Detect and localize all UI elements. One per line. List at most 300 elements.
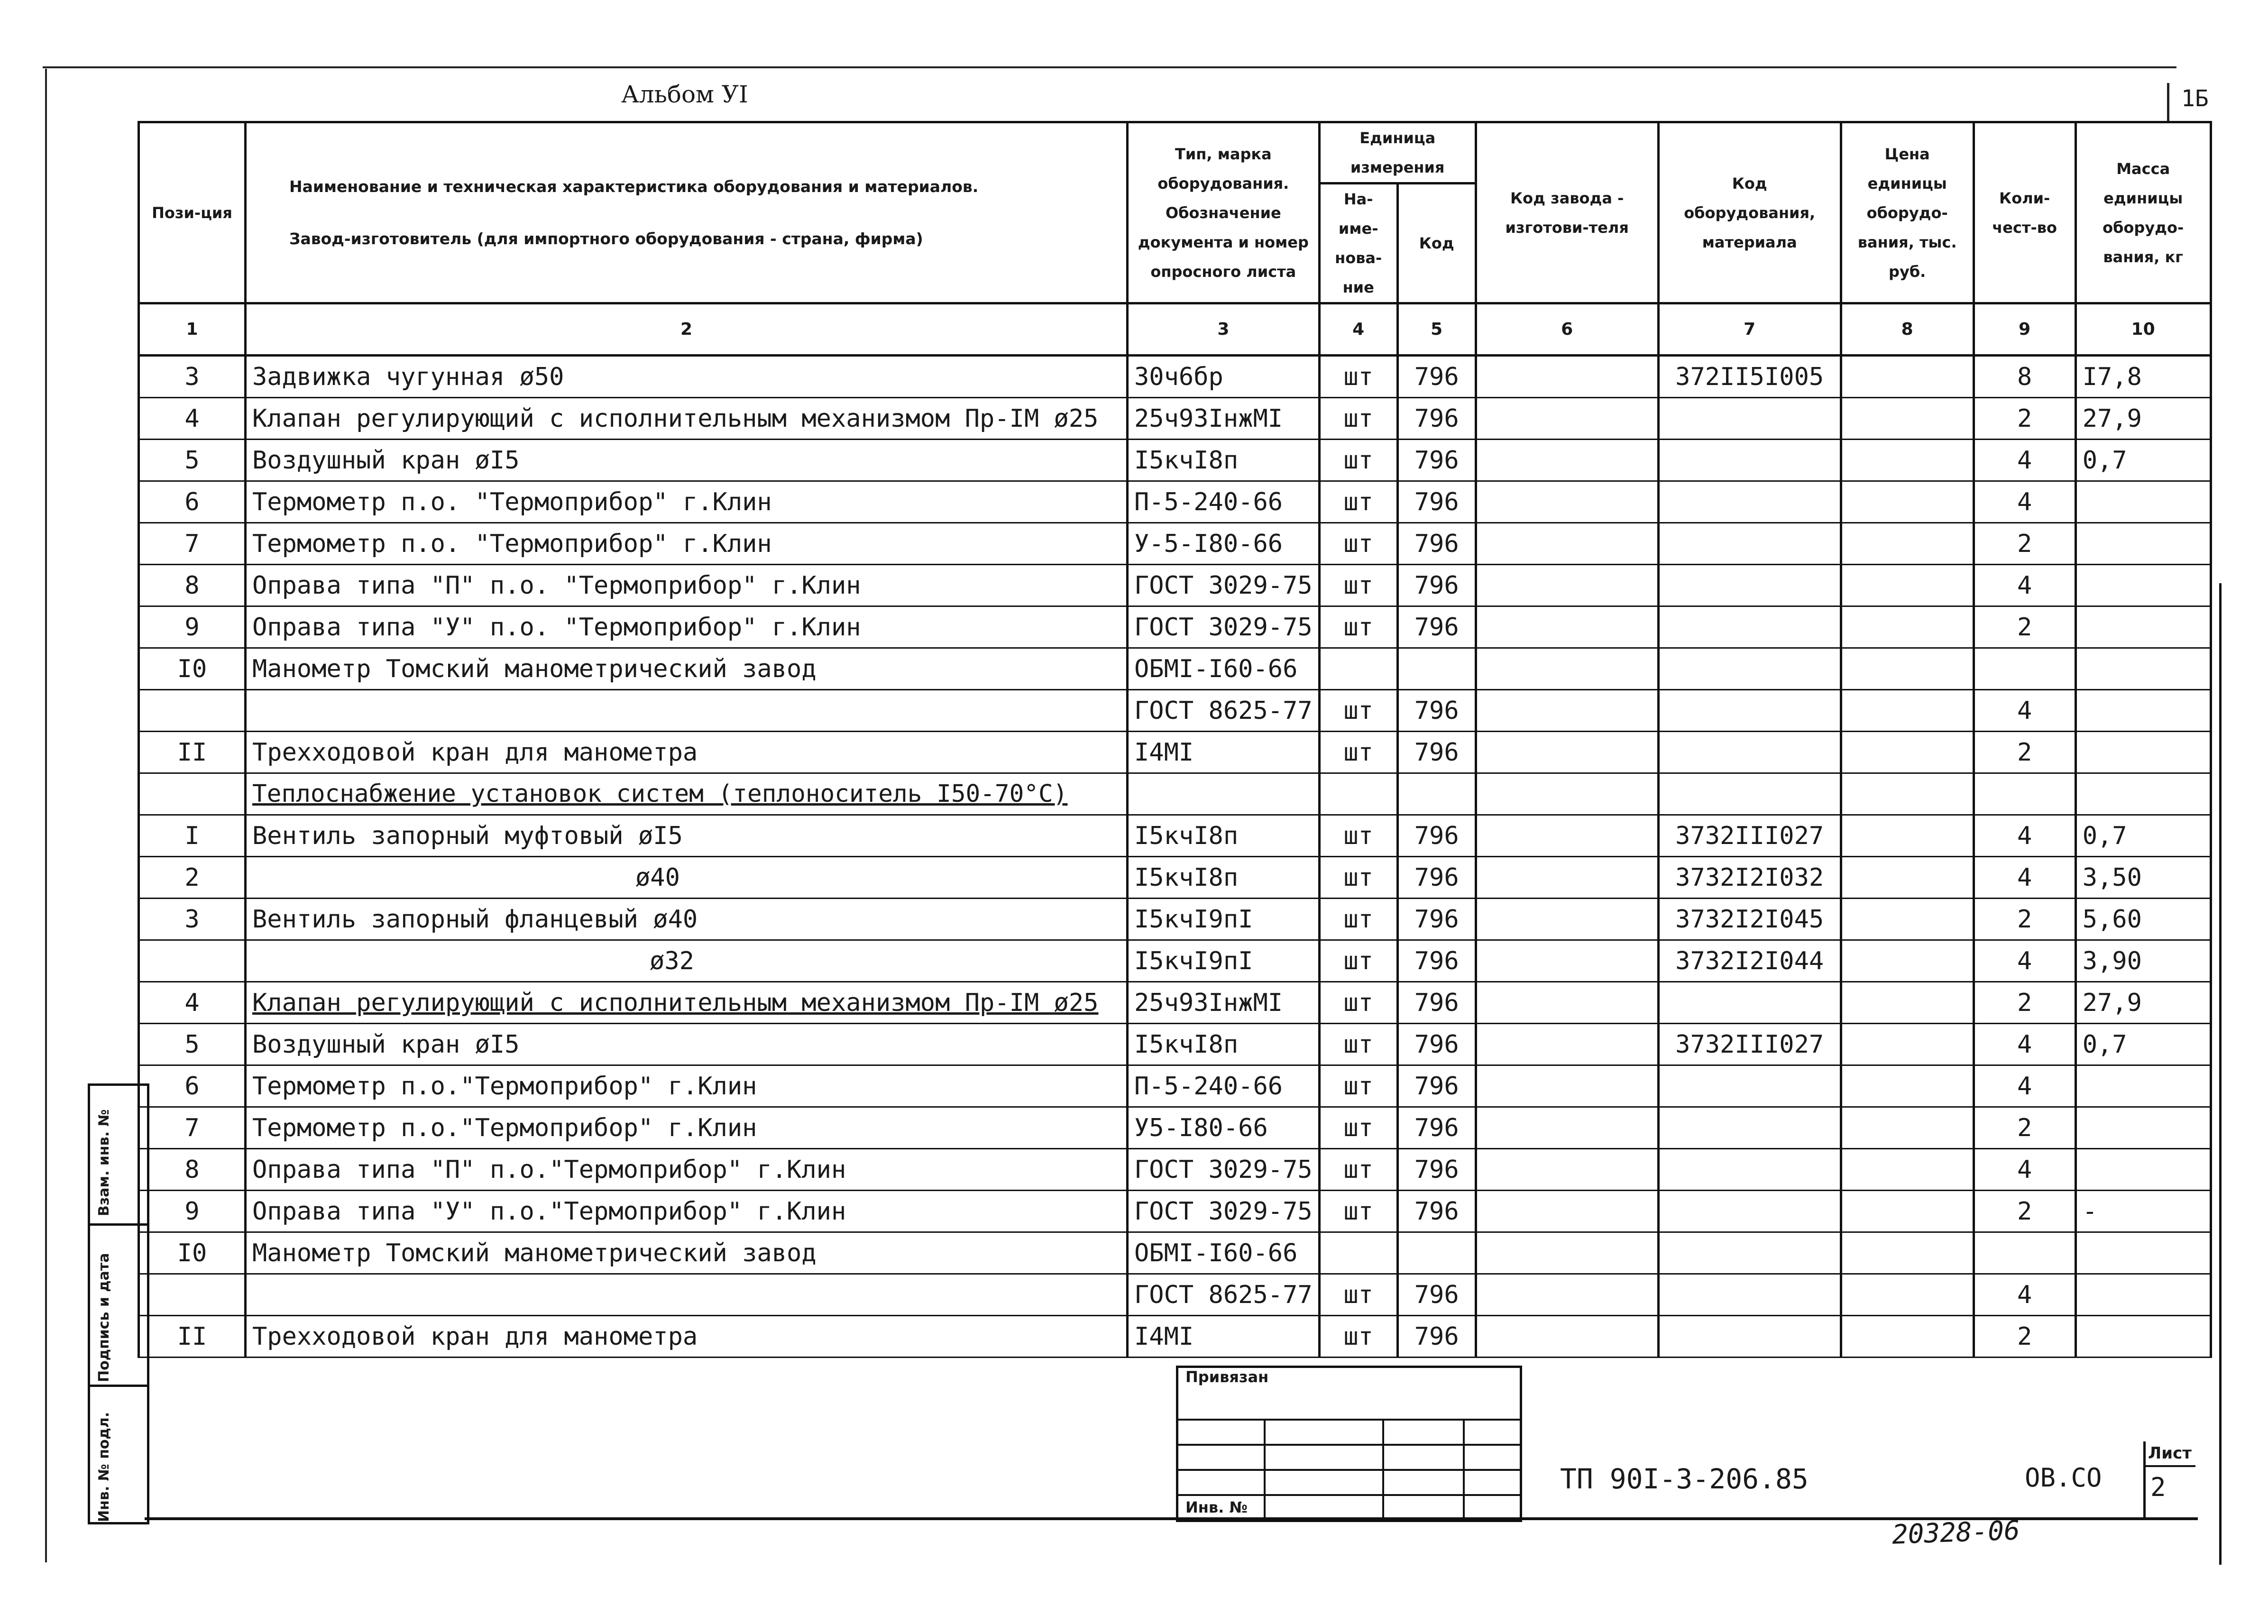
col-header-maker-code: Код завода - изготови-теля [1476,122,1658,303]
cell-name: Клапан регулирующий с исполнительным механизмом Пр-IМ ø25 [246,982,1128,1024]
stamp-line [1463,1419,1465,1520]
cell-maker-code [1476,606,1658,648]
sheet-separator [2143,1465,2195,1467]
cell-maker-code [1476,1274,1658,1316]
cell-price [1841,1107,1974,1149]
cell-maker-code [1476,1065,1658,1107]
document-code: ТП 90I-3-206.85 [1560,1463,1809,1495]
table-row [139,648,2211,690]
cell-quantity: 4 [1974,440,2075,481]
cell-equipment-code [1658,1107,1841,1149]
cell-unit-code: 796 [1397,440,1476,481]
col-header-name-line1: Наименование и техническая характеристика оборудования и материалов. [289,177,979,196]
cell-price [1841,940,1974,982]
bound-label: Привязан [1185,1368,1269,1386]
cell-unit-name: шт [1319,982,1397,1024]
cell-equipment-code: 3732III027 [1658,1024,1841,1065]
cell-unit-name: шт [1319,565,1397,606]
cell-type: ГОСТ 8625-77 [1128,690,1320,732]
side-label-sign-date: Подпись и дата [96,1253,112,1382]
cell-equipment-code [1658,440,1841,481]
cell-name [246,690,1128,732]
cell-unit-code: 796 [1397,1024,1476,1065]
table-row [139,1232,2211,1274]
cell-position: 3 [139,899,246,940]
cell-unit-code: 796 [1397,732,1476,773]
cell-quantity: 4 [1974,690,2075,732]
cell-name: Задвижка чугунная ø50 [246,356,1128,398]
cell-unit-name: шт [1319,690,1397,732]
cell-quantity [1974,773,2075,815]
cell-quantity: 2 [1974,606,2075,648]
cell-equipment-code: 3732I2I044 [1658,940,1841,982]
cell-equipment-code [1658,565,1841,606]
cell-position: 5 [139,1024,246,1065]
cell-quantity: 2 [1974,732,2075,773]
col-number: 9 [1974,303,2075,356]
cell-unit-code [1397,648,1476,690]
cell-unit-code: 796 [1397,690,1476,732]
stamp-line [1264,1419,1266,1520]
cell-unit-name: шт [1319,1107,1397,1149]
cell-mass [2075,606,2211,648]
cell-mass [2075,523,2211,565]
cell-position [139,690,246,732]
page-border-tick [2167,83,2169,121]
cell-type: ОБМI-I60-66 [1128,1232,1320,1274]
cell-price [1841,732,1974,773]
col-number: 3 [1128,303,1320,356]
cell-unit-name: шт [1319,398,1397,440]
cell-price [1841,440,1974,481]
cell-unit-code: 796 [1397,1149,1476,1191]
col-number: 5 [1397,303,1476,356]
table-row [139,565,2211,606]
col-header-name [246,122,1128,303]
cell-maker-code [1476,940,1658,982]
cell-price [1841,857,1974,899]
cell-price [1841,1191,1974,1232]
cell-unit-code: 796 [1397,940,1476,982]
cell-maker-code [1476,523,1658,565]
cell-position: 3 [139,356,246,398]
col-header-equipment-code: Код оборудования, материала [1658,122,1841,303]
cell-name: Вентиль запорный фланцевый ø40 [246,899,1128,940]
cell-price [1841,481,1974,523]
cell-unit-name: шт [1319,940,1397,982]
cell-unit-code: 796 [1397,523,1476,565]
cell-type: ГОСТ 3029-75 [1128,565,1320,606]
cell-position: 2 [139,857,246,899]
stamp-line [1178,1469,1520,1471]
cell-price [1841,356,1974,398]
cell-unit-name: шт [1319,606,1397,648]
side-cell-replace [90,1086,147,1223]
table-row [139,356,2211,398]
col-header-price: Цена единицы оборудо-вания, тыс. руб. [1841,122,1974,303]
table-row [139,1274,2211,1316]
cell-unit-name: шт [1319,1191,1397,1232]
cell-type: I5кчI8п [1128,815,1320,857]
cell-equipment-code [1658,606,1841,648]
cell-unit-name: шт [1319,732,1397,773]
cell-name: ø32 [246,940,1128,982]
cell-quantity: 4 [1974,1065,2075,1107]
cell-unit-code: 796 [1397,398,1476,440]
cell-mass: I7,8 [2075,356,2211,398]
cell-position: 6 [139,1065,246,1107]
cell-mass: 0,7 [2075,1024,2211,1065]
specification-rows [139,356,2211,1358]
cell-position [139,940,246,982]
cell-unit-code: 796 [1397,606,1476,648]
cell-price [1841,1316,1974,1358]
cell-maker-code [1476,648,1658,690]
cell-equipment-code [1658,1274,1841,1316]
cell-type: I5кчI8п [1128,1024,1320,1065]
cell-maker-code [1476,481,1658,523]
cell-name: Трехходовой кран для манометра [246,732,1128,773]
col-header-type: Тип, марка оборудования. Обозначение документа и номер опросного листа [1128,122,1320,303]
cell-equipment-code [1658,1191,1841,1232]
col-number: 4 [1319,303,1397,356]
col-header-quantity: Коли-чест-во [1974,122,2075,303]
cell-price [1841,690,1974,732]
cell-equipment-code [1658,481,1841,523]
cell-price [1841,1274,1974,1316]
cell-maker-code [1476,690,1658,732]
cell-price [1841,1065,1974,1107]
side-label-inv-orig: Инв. № подл. [96,1412,112,1522]
cell-maker-code [1476,899,1658,940]
cell-mass [2075,773,2211,815]
cell-name: Оправа типа "П" п.о. "Термоприбор" г.Клин [246,565,1128,606]
cell-position: 5 [139,440,246,481]
cell-unit-name: шт [1319,356,1397,398]
cell-name: Воздушный кран øI5 [246,440,1128,481]
cell-type: У5-I80-66 [1128,1107,1320,1149]
cell-price [1841,648,1974,690]
cell-mass [2075,732,2211,773]
cell-equipment-code [1658,982,1841,1024]
cell-position: 7 [139,1107,246,1149]
cell-name: Вентиль запорный муфтовый øI5 [246,815,1128,857]
cell-name: Оправа типа "У" п.о. "Термоприбор" г.Клин [246,606,1128,648]
cell-mass [2075,1107,2211,1149]
cell-equipment-code: 372II5I005 [1658,356,1841,398]
cell-type: П-5-240-66 [1128,1065,1320,1107]
cell-maker-code [1476,1024,1658,1065]
cell-unit-code: 796 [1397,815,1476,857]
table-row [139,815,2211,857]
cell-position: II [139,732,246,773]
cell-mass [2075,1149,2211,1191]
col-header-position: Пози-ция [139,122,246,303]
table-row [139,857,2211,899]
cell-name [246,1274,1128,1316]
specification-table [138,121,2212,1358]
cell-equipment-code: 3732III027 [1658,815,1841,857]
cell-unit-name: шт [1319,1024,1397,1065]
cell-type: I5кчI9пI [1128,899,1320,940]
cell-equipment-code [1658,732,1841,773]
cell-position: 7 [139,523,246,565]
cell-quantity: 4 [1974,940,2075,982]
cell-maker-code [1476,1149,1658,1191]
cell-mass [2075,481,2211,523]
col-header-unit-name: На-име-нова-ние [1319,184,1397,303]
cell-position: 6 [139,481,246,523]
col-number: 6 [1476,303,1658,356]
cell-equipment-code [1658,1149,1841,1191]
page-border-left [45,69,47,1562]
cell-unit-name [1319,1232,1397,1274]
table-row [139,773,2211,815]
cell-equipment-code: 3732I2I032 [1658,857,1841,899]
cell-price [1841,773,1974,815]
cell-mass: 0,7 [2075,815,2211,857]
cell-type: 25ч93IнжМI [1128,982,1320,1024]
cell-quantity: 4 [1974,1274,2075,1316]
stamp-line [1178,1419,1520,1421]
cell-type: ГОСТ 3029-75 [1128,1191,1320,1232]
corner-mark: 1Б [2181,85,2209,112]
cell-type: I5кчI8п [1128,440,1320,481]
frame-right-line [2219,583,2222,1565]
table-row [139,1316,2211,1358]
cell-name: Термометр п.о."Термоприбор" г.Клин [246,1065,1128,1107]
cell-maker-code [1476,1316,1658,1358]
cell-type: П-5-240-66 [1128,481,1320,523]
cell-mass: 3,90 [2075,940,2211,982]
cell-quantity: 4 [1974,481,2075,523]
cell-unit-code: 796 [1397,481,1476,523]
cell-quantity: 4 [1974,1149,2075,1191]
cell-position [139,1274,246,1316]
cell-quantity: 8 [1974,356,2075,398]
sheet-number: 2 [2150,1472,2166,1502]
side-label-replace-inv: Взам. инв. № [96,1109,112,1216]
cell-unit-code: 796 [1397,1191,1476,1232]
table-row [139,899,2211,940]
stamp-line [1178,1494,1520,1496]
cell-unit-name: шт [1319,440,1397,481]
cell-type: I5кчI9пI [1128,940,1320,982]
cell-quantity: 2 [1974,1316,2075,1358]
cell-quantity: 4 [1974,857,2075,899]
cell-unit-code: 796 [1397,857,1476,899]
cell-mass: 27,9 [2075,398,2211,440]
cell-price [1841,815,1974,857]
cell-equipment-code: 3732I2I045 [1658,899,1841,940]
cell-quantity: 4 [1974,565,2075,606]
cell-unit-name [1319,773,1397,815]
cell-unit-code: 796 [1397,982,1476,1024]
cell-maker-code [1476,982,1658,1024]
cell-unit-name: шт [1319,1274,1397,1316]
cell-position: I0 [139,1232,246,1274]
cell-mass [2075,565,2211,606]
cell-mass [2075,648,2211,690]
cell-unit-name [1319,648,1397,690]
stamp-line [1178,1444,1520,1446]
table-row [139,1024,2211,1065]
cell-mass [2075,1316,2211,1358]
cell-name: Теплоснабжение установок систем (теплоноситель I50-70°С) [246,773,1128,815]
inventory-label: Инв. № [1185,1498,1248,1516]
cell-unit-name: шт [1319,481,1397,523]
side-cell-inv [90,1385,147,1524]
cell-price [1841,899,1974,940]
cell-position: II [139,1316,246,1358]
cell-position: 9 [139,1191,246,1232]
cell-maker-code [1476,440,1658,481]
table-row [139,690,2211,732]
cell-quantity: 2 [1974,1107,2075,1149]
cell-unit-code [1397,773,1476,815]
cell-maker-code [1476,1107,1658,1149]
col-number: 8 [1841,303,1974,356]
cell-name: Термометр п.о. "Термоприбор" г.Клин [246,523,1128,565]
cell-unit-name: шт [1319,1149,1397,1191]
cell-price [1841,606,1974,648]
table-row [139,1065,2211,1107]
cell-name: Манометр Томский манометрический завод [246,1232,1128,1274]
table-row [139,398,2211,440]
cell-equipment-code [1658,690,1841,732]
side-stamp [88,1083,149,1524]
cell-mass [2075,690,2211,732]
table-row [139,523,2211,565]
cell-position: 8 [139,1149,246,1191]
cell-price [1841,1232,1974,1274]
frame-bottom-line [145,1517,2198,1520]
cell-unit-code: 796 [1397,1065,1476,1107]
col-header-mass: Масса единицы оборудо-вания, кг [2075,122,2211,303]
table-row [139,440,2211,481]
cell-name: Оправа типа "П" п.о."Термоприбор" г.Клин [246,1149,1128,1191]
cell-type: I5кчI8п [1128,857,1320,899]
stamp-line [1382,1419,1384,1520]
cell-name: Термометр п.о. "Термоприбор" г.Клин [246,481,1128,523]
archive-number: 20328-06 [1891,1515,2020,1551]
cell-type: I4МI [1128,732,1320,773]
table-row [139,606,2211,648]
cell-type: ОБМI-I60-66 [1128,648,1320,690]
cell-maker-code [1476,857,1658,899]
cell-position: 4 [139,982,246,1024]
cell-quantity [1974,1232,2075,1274]
sheet-label: Лист [2148,1444,2192,1463]
cell-name: ø40 [246,857,1128,899]
col-header-unit-group: Единица измерения [1319,122,1476,184]
col-number: 2 [246,303,1128,356]
table-row [139,732,2211,773]
col-number: 10 [2075,303,2211,356]
cell-unit-name: шт [1319,899,1397,940]
cell-unit-name: шт [1319,523,1397,565]
cell-maker-code [1476,565,1658,606]
table-row [139,481,2211,523]
cell-unit-code: 796 [1397,1107,1476,1149]
cell-unit-code: 796 [1397,1274,1476,1316]
table-row [139,1191,2211,1232]
cell-equipment-code [1658,523,1841,565]
cell-name: Оправа типа "У" п.о."Термоприбор" г.Клин [246,1191,1128,1232]
cell-type: У-5-I80-66 [1128,523,1320,565]
cell-quantity: 2 [1974,1191,2075,1232]
cell-quantity: 2 [1974,982,2075,1024]
cell-unit-code: 796 [1397,899,1476,940]
cell-quantity: 2 [1974,398,2075,440]
cell-name: Воздушный кран øI5 [246,1024,1128,1065]
cell-mass: 3,50 [2075,857,2211,899]
col-header-unit-code: Код [1397,184,1476,303]
cell-price [1841,982,1974,1024]
cell-mass [2075,1232,2211,1274]
cell-mass: 0,7 [2075,440,2211,481]
table-row [139,1149,2211,1191]
cell-mass [2075,1065,2211,1107]
side-cell-sign [90,1223,147,1387]
cell-name: Манометр Томский манометрический завод [246,648,1128,690]
cell-mass: 5,60 [2075,899,2211,940]
sheet-code: ОВ.СО [2025,1463,2102,1493]
page-border-top [43,66,2176,68]
cell-position: I0 [139,648,246,690]
cell-maker-code [1476,815,1658,857]
cell-price [1841,565,1974,606]
cell-price [1841,1024,1974,1065]
cell-position: 9 [139,606,246,648]
cell-type: 30ч6бр [1128,356,1320,398]
cell-equipment-code [1658,1316,1841,1358]
cell-name: Трехходовой кран для манометра [246,1316,1128,1358]
col-number: 1 [139,303,246,356]
cell-maker-code [1476,356,1658,398]
cell-maker-code [1476,732,1658,773]
cell-type: ГОСТ 3029-75 [1128,1149,1320,1191]
cell-quantity: 4 [1974,1024,2075,1065]
cell-equipment-code [1658,773,1841,815]
table-row [139,1107,2211,1149]
cell-unit-name: шт [1319,857,1397,899]
cell-position [139,773,246,815]
cell-quantity: 2 [1974,899,2075,940]
cell-position: I [139,815,246,857]
cell-quantity: 4 [1974,815,2075,857]
table-row [139,940,2211,982]
cell-mass [2075,1274,2211,1316]
cell-equipment-code [1658,398,1841,440]
cell-equipment-code [1658,648,1841,690]
cell-quantity [1974,648,2075,690]
cell-type [1128,773,1320,815]
cell-unit-code: 796 [1397,565,1476,606]
cell-price [1841,523,1974,565]
cell-name: Термометр п.о."Термоприбор" г.Клин [246,1107,1128,1149]
cell-equipment-code [1658,1232,1841,1274]
cell-unit-code: 796 [1397,1316,1476,1358]
cell-maker-code [1476,398,1658,440]
cell-type: I4МI [1128,1316,1320,1358]
cell-maker-code [1476,773,1658,815]
cell-unit-code: 796 [1397,356,1476,398]
cell-type: ГОСТ 3029-75 [1128,606,1320,648]
cell-unit-name: шт [1319,1065,1397,1107]
cell-mass: - [2075,1191,2211,1232]
cell-unit-name: шт [1319,1316,1397,1358]
